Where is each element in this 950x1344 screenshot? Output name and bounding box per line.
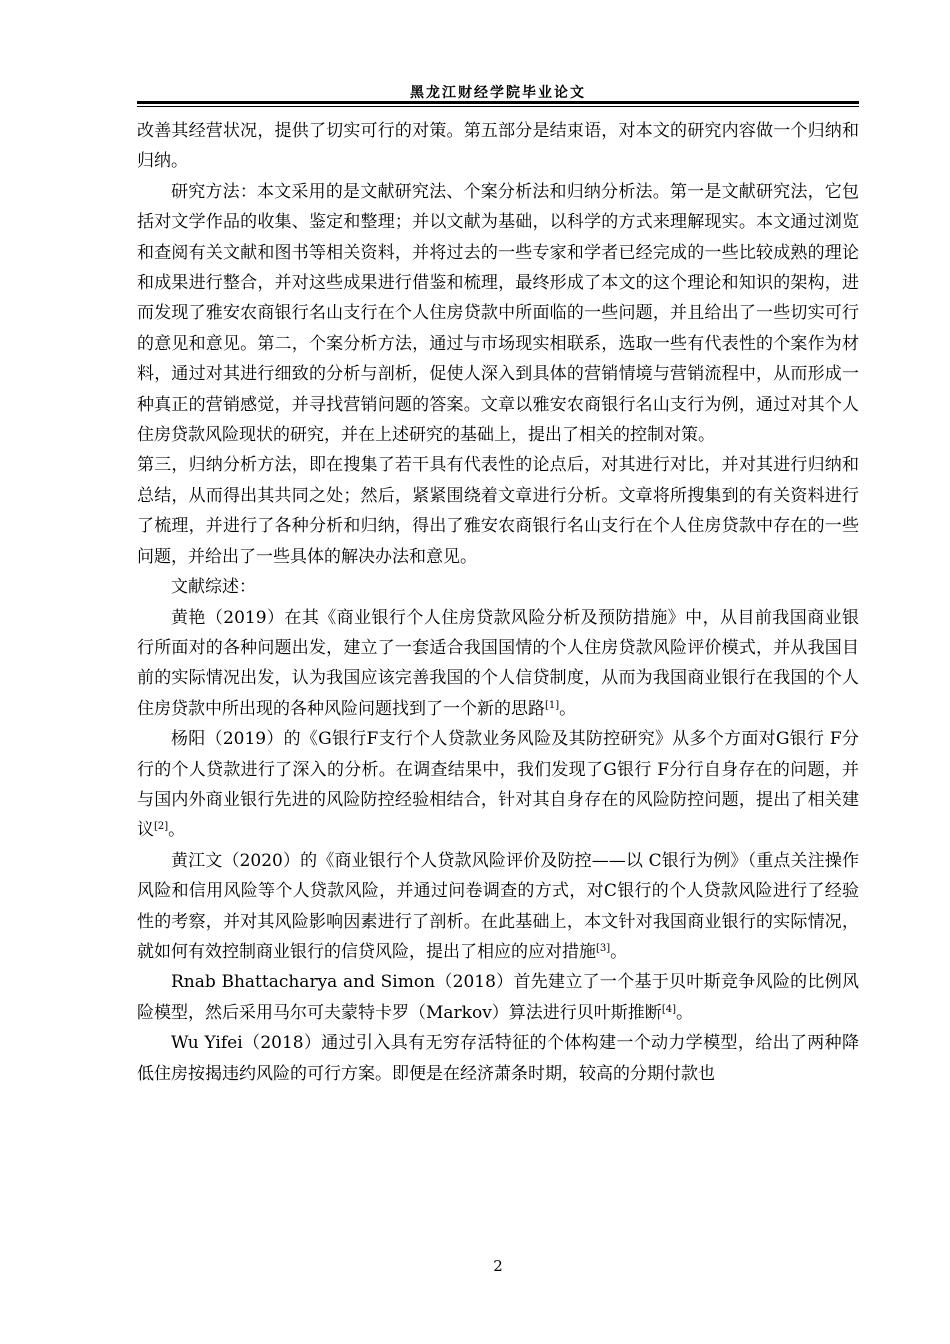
header-title: 黑龙江财经学院毕业论文: [410, 85, 586, 101]
paragraph-text: 黄艳（2019）在其《商业银行个人住房贷款风险分析及预防措施》中，从目前我国商业银行所面对的各种问题出发，建立了一套适合我国国情的个人住房贷款风险评价模式，并从我国目前的实际情况出发，认为我国应该完善我国的个人信贷制度，从而为我国商业银行在我国的个人住房贷款中所出现的各种风险问题找到了一个新的思路: [137, 607, 859, 719]
paragraph-text: 文献综述：: [171, 577, 256, 598]
paragraph-tail: 。: [675, 1002, 693, 1023]
paragraph-8: [137, 967, 859, 1028]
header-rule-thick: [137, 101, 859, 104]
paragraph-text: 第三，归纳分析方法，即在搜集了若干具有代表性的论点后，对其进行对比，并对其进行归纳和总结，从而得出其共同之处；然后，紧紧围绕着文章进行分析。文章将所搜集到的有关资料进行了梳理，并进行了各种分析和归纳，得出了雅安农商银行名山支行在个人住房贷款中存在的一些问题，并给出了一些具体的解决办法和意见。: [137, 455, 859, 567]
paragraph-tail: 。: [168, 820, 186, 841]
paragraph-text: Rnab Bhattacharya and Simon（2018）首先建立了一个基于贝叶斯竞争风险的比例风险模型，然后采用马尔可夫蒙特卡罗（Markov）算法进行贝叶斯推断: [137, 972, 859, 1023]
paragraph-tail: 。: [559, 698, 577, 719]
paragraph-text: Wu Yifei（2018）通过引入具有无穷存活特征的个体构建一个动力学模型，给出了两种降低住房按揭违约风险的可行方案。即便是在经济萧条时期，较高的分期付款也: [137, 1033, 859, 1084]
paragraph-6: [137, 724, 859, 846]
paragraph-text: 研究方法：本文采用的是文献研究法、个案分析法和归纳分析法。第一是文献研究法，它包括对文学作品的收集、鉴定和整理；并以文献为基础，以科学的方式来理解现实。本文通过浏览和查阅有关文献和图书等相关资料，并将过去的一些专家和学者已经完成的一些比较成熟的理论和成果进行整合，并对这些成果进行借鉴和梳理，最终形成了本文的这个理论和知识的架构，进而发现了雅安农商银行名山支行在个人住房贷款中所面临的一些问题，并且给出了一些切实可行的意见和意见。第二，个案分析方法，通过与市场现实相联系，选取一些有代表性的个案作为材料，通过对其进行细致的分析与剖析，促使人深入到具体的营销情境与营销流程中，从而形成一种真正的营销感觉，并寻找营销问题的答案。文章以雅安农商银行名山支行为例，通过对其个人住房贷款风险现状的研究，并在上述研究的基础上，提出了相关的控制对策。: [137, 181, 859, 446]
paragraph-7: [137, 846, 859, 968]
paragraph-5: [137, 603, 859, 725]
paragraph-text: 黄江文（2020）的《商业银行个人贷款风险评价及防控——以 C银行为例》（重点关注操作风险和信用风险等个人贷款风险，并通过问卷调查的方式，对C银行的个人贷款风险进行了经验性的考察，并对其风险影响因素进行了剖析。在此基础上，本文针对我国商业银行的实际情况，就如何有效控制商业银行的信贷风险，提出了相应的应对措施: [137, 850, 859, 962]
paragraph-text: 改善其经营状况，提供了切实可行的对策。第五部分是结束语，对本文的研究内容做一个归纳和归纳。: [137, 121, 859, 172]
header-rule-thin: [137, 106, 859, 107]
paragraph-tail: 。: [610, 941, 628, 962]
paragraph-4: [137, 572, 859, 602]
paragraph-2: [137, 177, 859, 451]
paragraph-text: 杨阳（2019）的《G银行F支行个人贷款业务风险及其防控研究》从多个方面对G银行 F分行的个人贷款进行了深入的分析。在调查结果中，我们发现了G银行 F分行自身存在的问题，并与国内外商业银行先进的风险防控经验相结合，针对其自身存在的风险防控问题，提出了相关建议: [137, 729, 859, 841]
paragraph-1: [137, 116, 859, 177]
citation-ref: [3]: [596, 942, 611, 954]
citation-ref: [1]: [545, 699, 560, 711]
paragraph-9: [137, 1028, 859, 1089]
citation-ref: [2]: [154, 821, 169, 833]
page-number: 2: [493, 1257, 503, 1275]
citation-ref: [4]: [661, 1003, 676, 1015]
paragraph-3: [137, 450, 859, 572]
body-text: [137, 116, 859, 1089]
